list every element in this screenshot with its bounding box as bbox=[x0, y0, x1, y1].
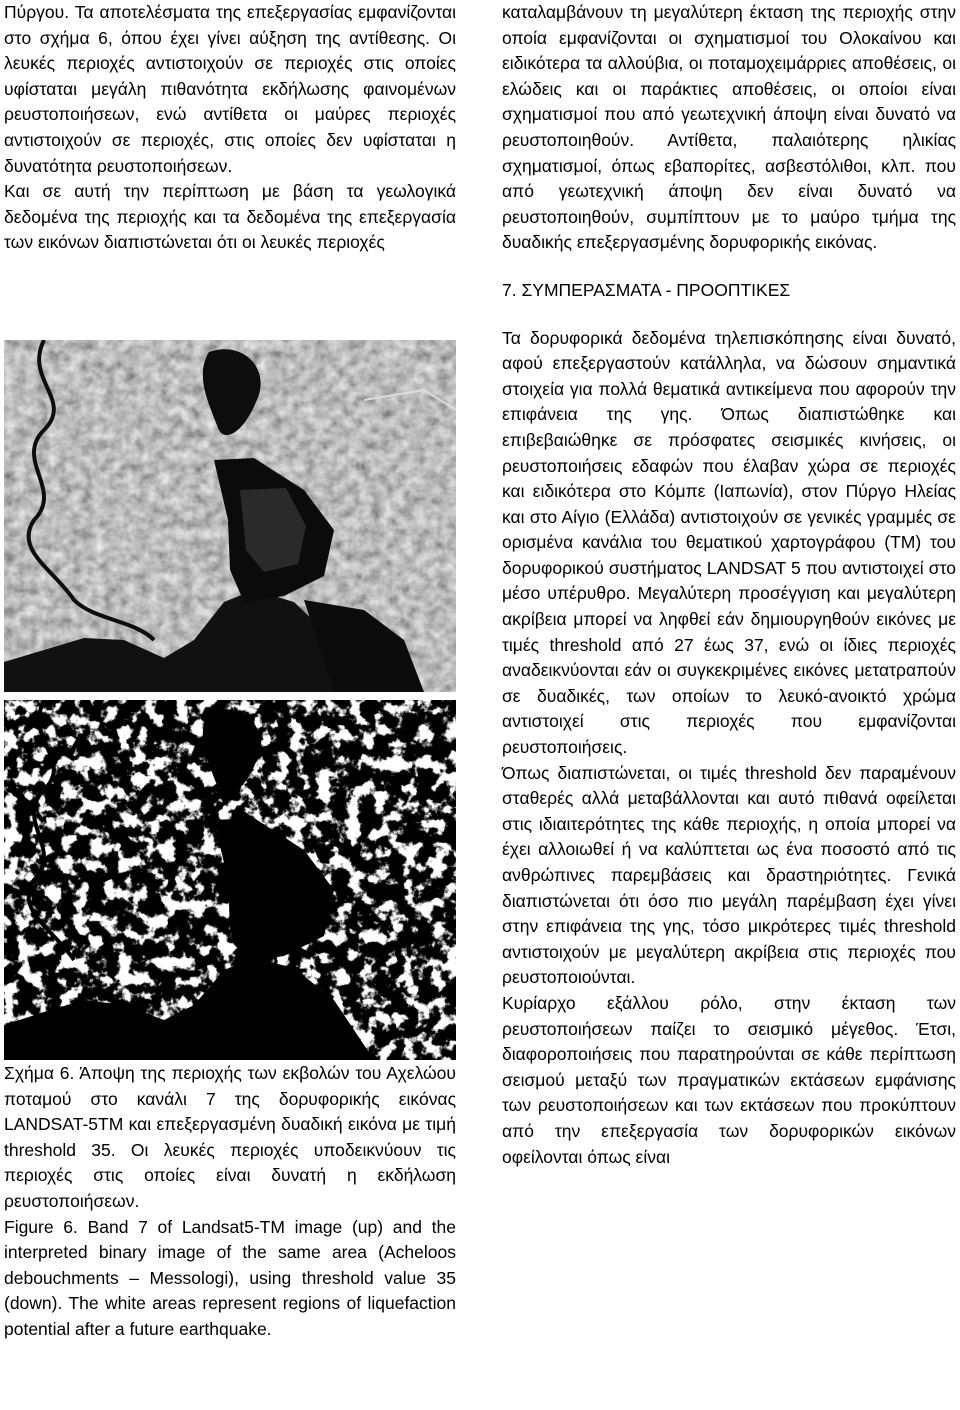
figure-caption bbox=[4, 1061, 456, 1343]
left-column bbox=[4, 0, 456, 256]
section-heading: 7. ΣΥΜΠΕΡΑΣΜΑΤΑ - ΠΡΟΟΠΤΙΚΕΣ bbox=[502, 279, 791, 300]
right-column bbox=[502, 0, 956, 1170]
left-paragraph-1: Πύργου. Τα αποτελέσματα της επεξεργασίας εμφανίζονται στο σχήμα 6, όπου έχει γίνει αύξηση της αντίθεσης. Οι λευκές περιοχές αντιστοιχούν σε περιοχές στις οποίες υφίσταται μεγάλη πιθανότητα εκδήλωσης φαινομένων ρευστοποιήσεων, ενώ αντίθετα οι μαύρες περιοχές αντιστοιχούν σε περιοχές, στις οποίες δεν υφίσταται η δυνατότητα ρευστοποιήσεων. bbox=[4, 2, 456, 176]
figure-caption-greek: Σχήμα 6. Άποψη της περιοχής των εκβολών του Αχελώου ποταμού στο κανάλι 7 της δορυφορικής εικόνας LANDSAT-5TM και επεξεργασμένη δυαδική εικόνα με τιμή threshold 35. Οι λευκές περιοχές υποδεικνύουν τις περιοχές στις οποίες είναι δυνατή η εκδήλωση ρευστοποιήσεων. bbox=[4, 1063, 456, 1211]
right-paragraph-3: Όπως διαπιστώνεται, οι τιμές threshold δεν παραμένουν σταθερές αλλά μεταβάλλονται και αυτό πιθανά οφείλεται στις ιδιαιτερότητες της κάθε περιοχής, η οποία μπορεί να έχει αλλοιωθεί ή να καλύπτεται ως ένα ποσοστό από τις ανθρώπινες παρεμβάσεις και δραστηριότητες. Γενικά διαπιστώνεται ότι όσο πιο μεγάλη παρέμβαση έχει γίνει στην επιφάνεια της γης, τόσο μικρότερες τιμές threshold αντιστοιχούν με μεγαλύτερη ακρίβεια στις περιοχές που ρευστοποιούνται. bbox=[502, 762, 956, 988]
satellite-image-band7 bbox=[4, 340, 456, 692]
right-paragraph-2: Τα δορυφορικά δεδομένα τηλεπισκόπησης είναι δυνατό, αφού επεξεργαστούν κατάλληλα, να δώσουν σημαντικά στοιχεία για πολλά θεματικά αντικείμενα που αφορούν την επιφάνεια της γης. Όπως διαπιστώθηκε και επιβεβαιώθηκε σε πρόσφατες σεισμικές κινήσεις, οι ρευστοποιήσεις εδαφών που έλαβαν χώρα σε περιοχές και ειδικότερα στο Κόμπε (Ιαπωνία), στον Πύργο Ηλείας και στο Αίγιο (Ελλάδα) αντιστοιχούν σε γενικές γραμμές σε ορισμένα κανάλια του θεματικού χαρτογράφου (TM) του δορυφορικού συστήματος LANDSAT 5 που αντιστοιχεί στο μέσο υπέρυθρο. Μεγαλύτερη προσέγγιση και μεγαλύτερη ακρίβεια μπορεί να ληφθεί εάν δημιουργηθούν εικόνες με τιμές threshold από 27 έως 37, ενώ οι ίδιες περιοχές αναδεικνύονται εάν οι συγκεκριμένες εικόνες μετατραπούν σε δυαδικές, των οποίων το λευκό-ανοικτό χρώμα αντιστοιχεί στις περιοχές που εμφανίζονται ρευστοποιήσεις. bbox=[502, 327, 956, 758]
figure-caption-english: Figure 6. Band 7 of Landsat5-TM image (up) and the interpreted binary image of the same area (Acheloos debouchments – Messologi), using threshold value 35 (down). The white areas represent regions of liquefaction potential after a future earthquake. bbox=[4, 1216, 456, 1339]
spacer bbox=[502, 304, 956, 326]
spacer bbox=[502, 256, 956, 278]
left-paragraph-2: Και σε αυτή την περίπτωση με βάση τα γεωλογικά δεδομένα της περιοχής και τα δεδομένα της επεξεργασία των εικόνων διαπιστώνεται ότι οι λευκές περιοχές bbox=[4, 181, 456, 253]
right-paragraph-1: καταλαμβάνουν τη μεγαλύτερη έκταση της περιοχής στην οποία εμφανίζονται οι σχηματισμοί του Ολοκαίνου και ειδικότερα τα αλλούβια, οι ποταμοχειμάρριες αποθέσεις, οι ελώδεις και οι παράκτιες αποθέσεις, οι οποίοι είναι σχηματισμοί που από γεωτεχνική άποψη είναι δυνατό να ρευστοποιηθούν. Αντίθετα, παλαιότερης ηλικίας σχηματισμοί, όπως εβαπορίτες, ασβεστόλιθοι, κλπ. που από γεωτεχνική άποψη δεν είναι δυνατό να ρευστοποιηθούν, συμπίπτουν με το μαύρο τμήμα της δυαδικής επεξεργασμένης δορυφορικής εικόνας. bbox=[502, 2, 956, 253]
binary-image-threshold-35 bbox=[4, 700, 456, 1060]
right-paragraph-4: Κυρίαρχο εξάλλου ρόλο, στην έκταση των ρευστοποιήσεων παίζει το σεισμικό μέγεθος. Έτσι, διαφοροποιήσεις που παρατηρούνται σε κάθε περίπτωση σεισμού μεταξύ των πραγματικών εκτάσεων εμφάνισης των ρευστοποιήσεων και των εκτάσεων που προκύπτουν από την επεξεργασία των δορυφορικών εικόνων οφείλονται όπως είναι bbox=[502, 992, 956, 1167]
